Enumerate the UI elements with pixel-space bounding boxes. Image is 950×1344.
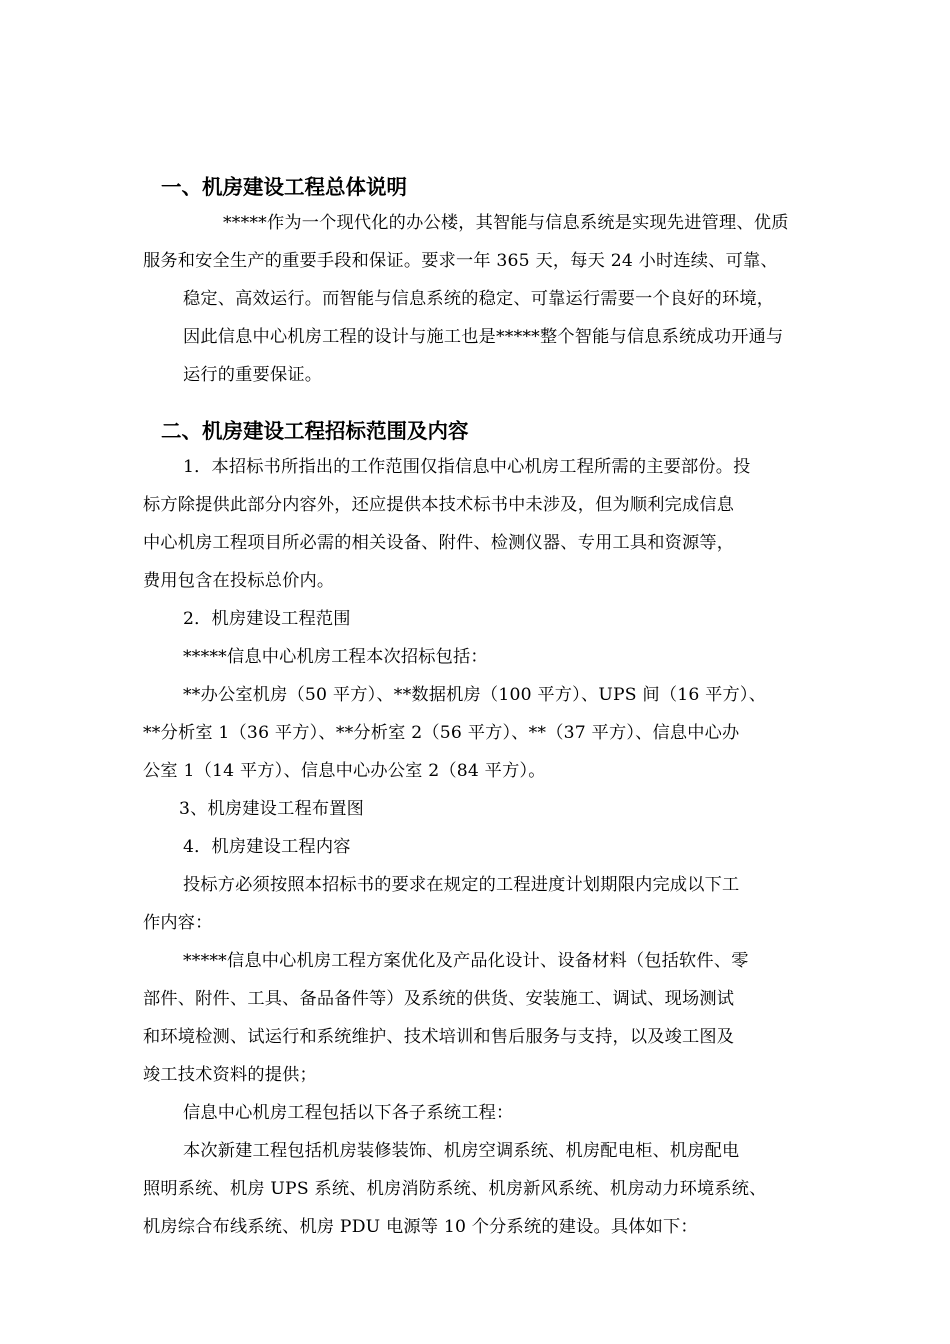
item-4-intro <box>143 866 823 942</box>
text-line: 投标方必须按照本招标书的要求在规定的工程进度计划期限内完成以下工 <box>183 875 740 895</box>
text-line: 3、机房建设工程布置图 <box>179 799 365 819</box>
item-4-title <box>143 828 823 866</box>
section-2-heading: 二、机房建设工程招标范围及内容 <box>161 419 469 443</box>
section-1-paragraph <box>143 204 823 394</box>
text-line: 1．本招标书所指出的工作范围仅指信息中心机房工程所需的主要部份。投 <box>183 457 751 477</box>
text-line: 竣工技术资料的提供； <box>143 1065 317 1085</box>
text-line: 信息中心机房工程包括以下各子系统工程： <box>183 1103 514 1123</box>
text-line: 因此信息中心机房工程的设计与施工也是*****整个智能与信息系统成功开通与 <box>183 327 784 347</box>
text-line: 公室 1（14 平方）、信息中心办公室 2（84 平方）。 <box>143 761 546 781</box>
text-line: 和环境检测、试运行和系统维护、技术培训和售后服务与支持，以及竣工图及 <box>143 1027 735 1047</box>
item-1-paragraph <box>143 448 823 600</box>
text-line: 服务和安全生产的重要手段和保证。要求一年 365 天，每天 24 小时连续、可靠、 <box>143 251 778 271</box>
item-2-rooms <box>143 676 823 790</box>
text-line: 部件、附件、工具、备品备件等）及系统的供货、安装施工、调试、现场测试 <box>143 989 735 1009</box>
text-line: *****作为一个现代化的办公楼，其智能与信息系统是实现先进管理、优质 <box>223 213 789 233</box>
text-line: 4．机房建设工程内容 <box>183 837 351 857</box>
item-2-intro <box>143 638 823 676</box>
text-line: 中心机房工程项目所必需的相关设备、附件、检测仪器、专用工具和资源等， <box>143 533 735 553</box>
item-4-scope <box>143 942 823 1094</box>
text-line: 运行的重要保证。 <box>183 365 323 385</box>
document-body <box>143 170 823 1246</box>
subsystems-intro <box>143 1094 823 1132</box>
text-line: 作内容： <box>143 913 213 933</box>
text-line: *****信息中心机房工程方案优化及产品化设计、设备材料（包括软件、零 <box>183 951 749 971</box>
text-line: 稳定、高效运行。而智能与信息系统的稳定、可靠运行需要一个良好的环境， <box>183 289 775 309</box>
text-line: **办公室机房（50 平方）、**数据机房（100 平方）、UPS 间（16 平方）、 <box>183 685 767 705</box>
section-1-heading: 一、机房建设工程总体说明 <box>161 175 407 199</box>
item-2-title <box>143 600 823 638</box>
text-line: 标方除提供此部分内容外，还应提供本技术标书中未涉及，但为顺利完成信息 <box>143 495 735 515</box>
subsystems-paragraph <box>143 1132 823 1246</box>
text-line: 机房综合布线系统、机房 PDU 电源等 10 个分系统的建设。具体如下： <box>143 1217 698 1237</box>
text-line: 照明系统、机房 UPS 系统、机房消防系统、机房新风系统、机房动力环境系统、 <box>143 1179 767 1199</box>
text-line: 本次新建工程包括机房装修装饰、机房空调系统、机房配电柜、机房配电 <box>183 1141 740 1161</box>
item-3-title <box>143 790 823 828</box>
text-line: 费用包含在投标总价内。 <box>143 571 335 591</box>
text-line: **分析室 1（36 平方）、**分析室 2（56 平方）、**（37 平方）、信息中心办 <box>143 723 740 743</box>
text-line: 2．机房建设工程范围 <box>183 609 351 629</box>
text-line: *****信息中心机房工程本次招标包括： <box>183 647 488 667</box>
